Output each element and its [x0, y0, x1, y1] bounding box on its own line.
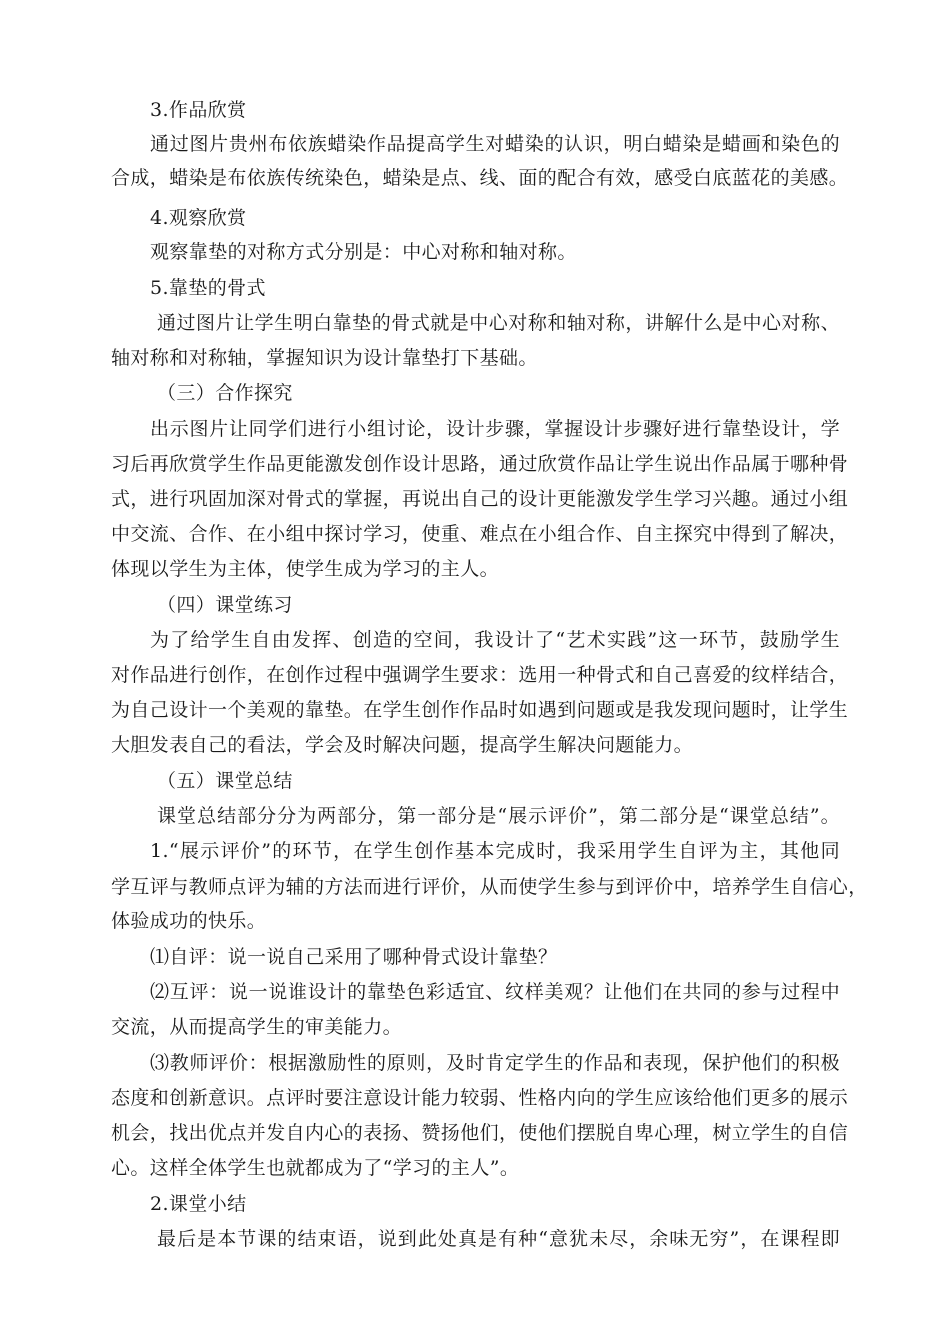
- line-20: （五）课堂总结: [157, 770, 293, 792]
- line-4: 4.观察欣赏: [150, 207, 247, 229]
- line-23: 学互评与教师点评为辅的方法而进行评价，从而使学生参与到评价中，培养学生自信心，: [111, 876, 868, 898]
- line-3: 合成，蜡染是布依族传统染色，蜡染是点、线、面的配合有效，感受白底蓝花的美感。: [111, 167, 849, 189]
- line-32: 2.课堂小结: [150, 1193, 247, 1215]
- line-33: 最后是本节课的结束语，说到此处真是有种“意犹未尽，余味无穷”，在课程即: [157, 1228, 840, 1250]
- line-16: 为了给学生自由发挥、创造的空间，我设计了“艺术实践”这一环节，鼓励学生: [150, 629, 840, 651]
- line-31: 心。这样全体学生也就都成为了“学习的主人”。: [111, 1157, 520, 1179]
- line-14: 体现以学生为主体，使学生成为学习的主人。: [111, 558, 500, 580]
- line-25: ⑴自评：说一说自己采用了哪种骨式设计靠垫？: [150, 946, 558, 968]
- line-30: 机会，找出优点并发自内心的表扬、赞扬他们，使他们摆脱自卑心理，树立学生的自信: [111, 1122, 849, 1144]
- line-11: 习后再欣赏学生作品更能激发创作设计思路，通过欣赏作品让学生说出作品属于哪种骨: [111, 453, 849, 475]
- line-29: 态度和创新意识。点评时要注意设计能力较弱、性格内向的学生应该给他们更多的展示: [111, 1087, 849, 1109]
- line-18: 为自己设计一个美观的靠垫。在学生创作作品时如遇到问题或是我发现问题时，让学生: [111, 699, 849, 721]
- line-1: 3.作品欣赏: [150, 99, 247, 121]
- line-9: （三）合作探究: [157, 382, 293, 404]
- line-12: 式，进行巩固加深对骨式的掌握，再说出自己的设计更能激发学生学习兴趣。通过小组: [111, 488, 849, 510]
- line-19: 大胆发表自己的看法，学会及时解决问题，提高学生解决问题能力。: [111, 734, 694, 756]
- line-7: 通过图片让学生明白靠垫的骨式就是中心对称和轴对称，讲解什么是中心对称、: [157, 312, 840, 334]
- line-27: 交流，从而提高学生的审美能力。: [111, 1016, 403, 1038]
- line-13: 中交流、合作、在小组中探讨学习，使重、难点在小组合作、自主探究中得到了解决，: [111, 523, 849, 545]
- line-6: 5.靠垫的骨式: [150, 277, 266, 299]
- line-22: 1.“展示评价”的环节，在学生创作基本完成时，我采用学生自评为主，其他同: [150, 840, 840, 862]
- line-17: 对作品进行创作，在创作过程中强调学生要求：选用一种骨式和自己喜爱的纹样结合，: [111, 664, 849, 686]
- line-2: 通过图片贵州布依族蜡染作品提高学生对蜡染的认识，明白蜡染是蜡画和染色的: [150, 133, 840, 155]
- line-26: ⑵互评：说一说谁设计的靠垫色彩适宜、纹样美观？让他们在共同的参与过程中: [150, 981, 840, 1003]
- line-28: ⑶教师评价：根据激励性的原则，及时肯定学生的作品和表现，保护他们的积极: [150, 1052, 840, 1074]
- line-21: 课堂总结部分分为两部分，第一部分是“展示评价”，第二部分是“课堂总结”。: [157, 805, 840, 827]
- line-10: 出示图片让同学们进行小组讨论，设计步骤，掌握设计步骤好进行靠垫设计，学: [150, 418, 840, 440]
- line-8: 轴对称和对称轴，掌握知识为设计靠垫打下基础。: [111, 347, 538, 369]
- line-5: 观察靠垫的对称方式分别是：中心对称和轴对称。: [150, 241, 577, 263]
- line-15: （四）课堂练习: [157, 594, 293, 616]
- line-24: 体验成功的快乐。: [111, 910, 267, 932]
